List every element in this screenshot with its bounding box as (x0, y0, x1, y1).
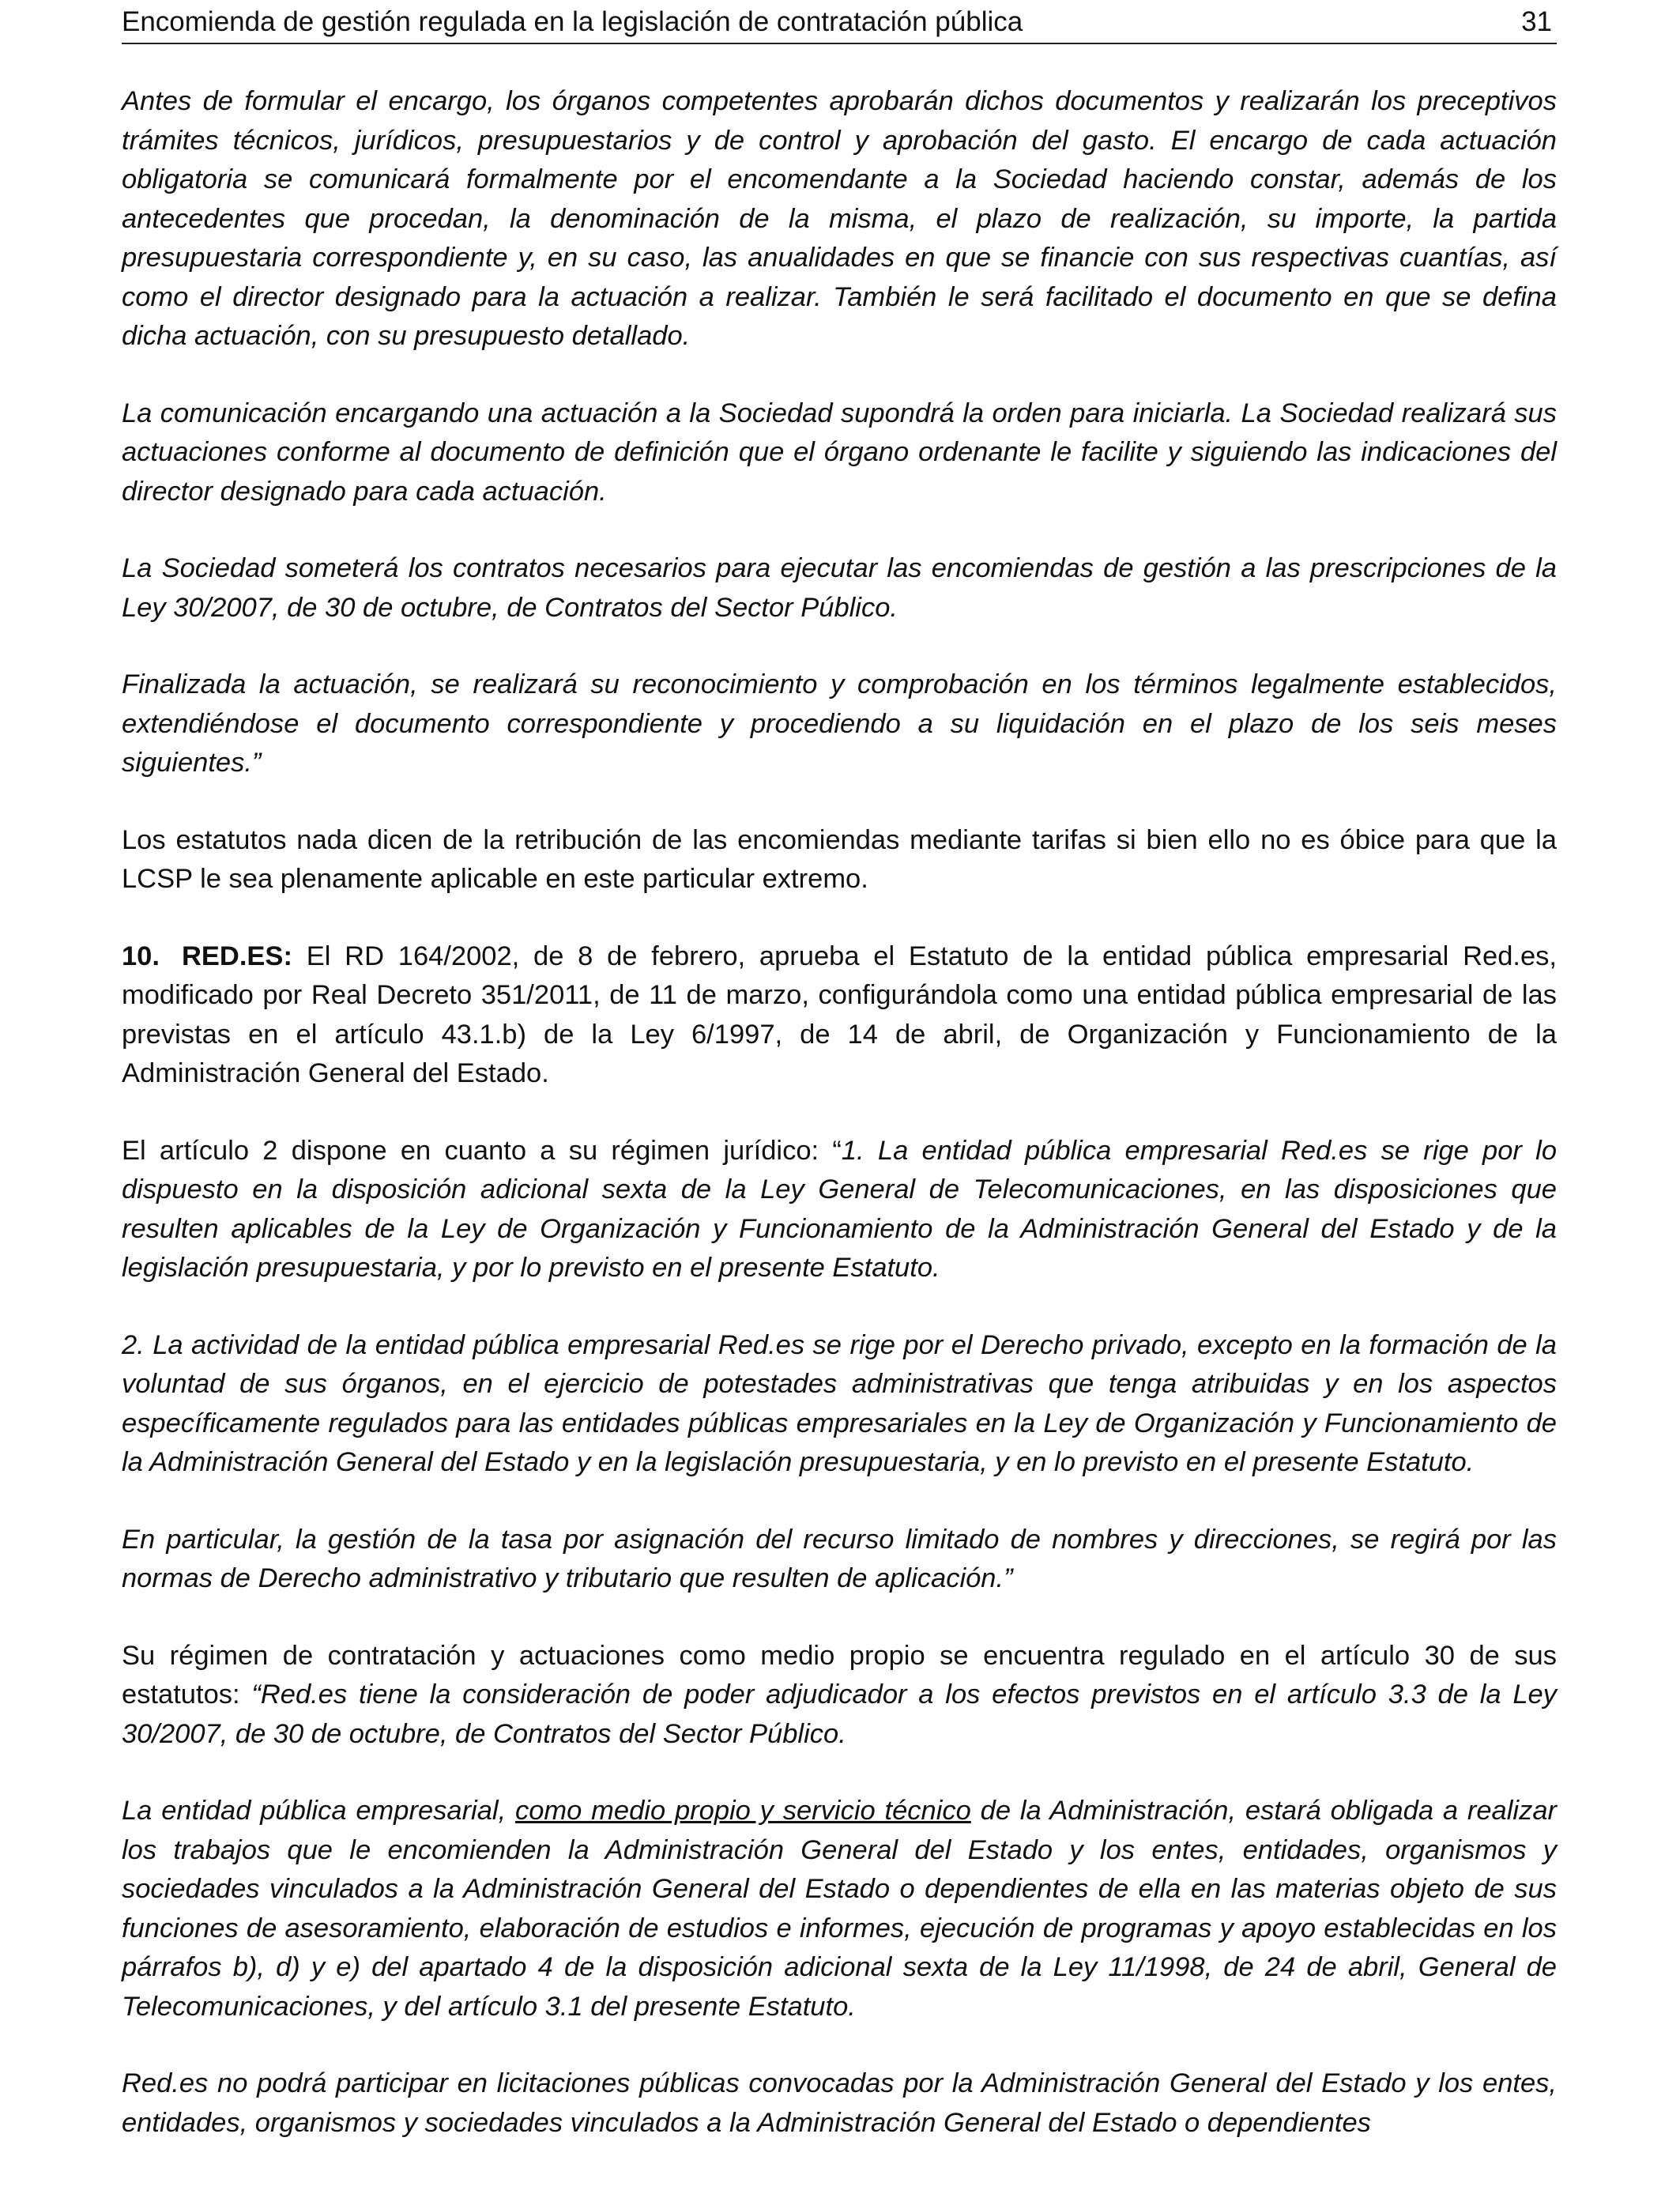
page-header (122, 2, 1557, 44)
document-body (122, 82, 1557, 2181)
articulo-2-quote: 1. La entidad pública empresarial Red.es se rige por lo dispuesto en la disposición adicional sexta de la Ley General de Telecomunicaciones, en las disposiciones que resulten aplicables de la Ley de Organización y Funcionamiento de la Administración General del Estado y de la legislación presupuestaria, y por lo previsto en el presente Estatuto. (122, 1135, 1558, 1283)
medio-propio-a: La entidad pública empresarial, (122, 1796, 515, 1826)
paragraph-medio-propio (122, 1792, 1557, 2026)
paragraph-encargo: Antes de formular el encargo, los órganos competentes aprobarán dichos documentos y realizarán los preceptivos trámites técnicos, jurídicos, presupuestarios y de control y aprobación del gasto. El encargo de cada actuación obligatoria se comunicará formalmente por el encomendante a la Sociedad haciendo constar, además de los antecedentes que procedan, la denominación de la misma, el plazo de realización, su importe, la partida presupuestaria correspondiente y, en su caso, las anualidades en que se financie con sus respectivas cuantías, así como el director designado para la actuación a realizar. También le será facilitado el documento en que se defina dicha actuación, con su presupuesto detallado. (122, 86, 1557, 351)
section-heading: RED.ES: (182, 941, 292, 971)
paragraph-regimen-contratacion (122, 1637, 1557, 1755)
page-number: 31 (1521, 6, 1552, 37)
paragraph-estatutos: Los estatutos nada dicen de la retribución de las encomiendas mediante tarifas si bien ello no es óbice para que la LCSP le sea plenamente aplicable en este particular extremo. (122, 824, 1557, 894)
medio-propio-underlined: como medio propio y servicio técnico (514, 1796, 971, 1826)
section-number: 10. (122, 941, 160, 971)
paragraph-finalizada: Finalizada la actuación, se realizará su reconocimiento y comprobación en los términos legalmente establecidos, extendiéndose el documento correspondiente y procediendo a su liquidación en el plazo de los seis meses siguientes.” (122, 669, 1557, 778)
regimen-intro: Su régimen de contratación y actuaciones como medio propio se encuentra regulado en el artículo 30 de sus estatutos: (122, 1640, 1557, 1710)
paragraph-tasa: En particular, la gestión de la tasa por asignación del recurso limitado de nombres y direcciones, se regirá por las normas de Derecho administrativo y tributario que resulten de aplicación.” (122, 1524, 1557, 1593)
header-title: Encomienda de gestión regulada en la legislación de contratación pública (122, 6, 1023, 37)
section-text: El RD 164/2002, de 8 de febrero, aprueba el Estatuto de la entidad pública empresarial Red.es, modificado por Real Decreto 351/2011, de 11 de marzo, configurándola como una entidad pública empresarial de las previstas en el artículo 43.1.b) de la Ley 6/1997, de 14 de abril, de Organización y Funcionamiento de la Administración General del Estado. (122, 941, 1557, 1088)
paragraph-actividad: 2. La actividad de la entidad pública empresarial Red.es se rige por el Derecho privado, excepto en la formación de la voluntad de sus órganos, en el ejercicio de potestades administrativas que tenga atribuidas y en los aspectos específicamente regulados para las entidades públicas empresariales en la Ley de Organización y Funcionamiento de la Administración General del Estado y en la legislación presupuestaria, y en lo previsto en el presente Estatuto. (122, 1329, 1557, 1477)
paragraph-licitaciones: Red.es no podrá participar en licitaciones públicas convocadas por la Administración General del Estado y los entes, entidades, organismos y sociedades vinculados a la Administración General del Estado o dependientes (122, 2068, 1557, 2138)
paragraph-contratos: La Sociedad someterá los contratos necesarios para ejecutar las encomiendas de gestión a las prescripciones de la Ley 30/2007, de 30 de octubre, de Contratos del Sector Público. (122, 553, 1557, 623)
paragraph-red-es (122, 937, 1557, 1094)
paragraph-articulo-2 (122, 1132, 1557, 1288)
medio-propio-b: de la Administración, estará obligada a realizar los trabajos que le encomienden la Administración General del Estado y los entes, entidades, organismos y sociedades vinculados a la Administración General del Estado o dependientes de ella en las materias objeto de sus funciones de asesoramiento, elaboración de estudios e informes, ejecución de programas y apoyo establecidas en los párrafos b), d) y e) del apartado 4 de la disposición adicional sexta de la Ley 11/1998, de 24 de abril, General de Telecomunicaciones, y del artículo 3.1 del presente Estatuto. (122, 1796, 1557, 2022)
regimen-quote: “Red.es tiene la consideración de poder adjudicador a los efectos previstos en el artículo 3.3 de la Ley 30/2007, de 30 de octubre, de Contratos del Sector Público. (122, 1679, 1557, 1749)
articulo-2-intro: El artículo 2 dispone en cuanto a su régimen jurídico: “ (122, 1135, 842, 1166)
paragraph-comunicacion: La comunicación encargando una actuación a la Sociedad supondrá la orden para iniciarla. La Sociedad realizará sus actuaciones conforme al documento de definición que el órgano ordenante le facilite y siguiendo las indicaciones del director designado para cada actuación. (122, 398, 1557, 507)
